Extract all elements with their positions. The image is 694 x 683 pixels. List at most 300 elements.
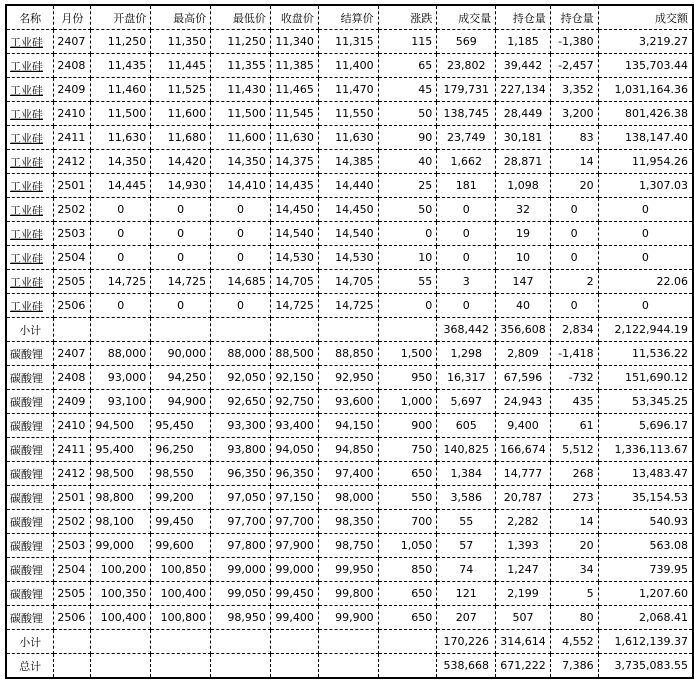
cell-turnover: 11,954.26: [598, 150, 693, 174]
cell-low: 98,950: [211, 606, 271, 630]
cell-settle: [318, 318, 378, 342]
cell-settle: 97,400: [318, 462, 378, 486]
cell-open: 98,500: [91, 462, 151, 486]
cell-volume: 1,384: [437, 462, 496, 486]
table-row: [6, 294, 693, 318]
cell-oi-change: -732: [550, 366, 598, 390]
cell-month: [54, 654, 91, 679]
header-name: 名称: [6, 5, 54, 30]
cell-month: 2412: [54, 462, 91, 486]
cell-change: 1,000: [378, 390, 437, 414]
cell-oi-change: 83: [550, 126, 598, 150]
cell-open: 14,445: [91, 174, 151, 198]
cell-change: 0: [378, 294, 437, 318]
cell-month: 2409: [54, 390, 91, 414]
cell-oi-change: 0: [550, 198, 598, 222]
cell-low: [211, 630, 271, 654]
cell-oi-change: 20: [550, 174, 598, 198]
cell-high: 0: [151, 294, 211, 318]
header-open: 开盘价: [91, 5, 151, 30]
product-link[interactable]: 碳酸锂: [10, 395, 43, 409]
cell-open-interest: 1,185: [496, 30, 551, 54]
cell-close: 99,450: [270, 582, 318, 606]
cell-open-interest: 507: [496, 606, 551, 630]
subtotal-row: [6, 318, 693, 342]
cell-volume: 23,802: [437, 54, 496, 78]
cell-low: 99,050: [211, 582, 271, 606]
cell-low: 96,350: [211, 462, 271, 486]
cell-name: [6, 414, 54, 438]
cell-close: 99,400: [270, 606, 318, 630]
cell-volume: 23,749: [437, 126, 496, 150]
cell-turnover: 22.06: [598, 270, 693, 294]
cell-low: 11,600: [211, 126, 271, 150]
cell-turnover: 53,345.25: [598, 390, 693, 414]
cell-turnover: 13,483.47: [598, 462, 693, 486]
cell-low: 97,050: [211, 486, 271, 510]
header-oi-change: 持仓量: [550, 5, 598, 30]
product-link[interactable]: 碳酸锂: [10, 539, 43, 553]
cell-close: 14,705: [270, 270, 318, 294]
cell-settle: 94,850: [318, 438, 378, 462]
table-row: [6, 486, 693, 510]
cell-low: 0: [211, 198, 271, 222]
cell-settle: 11,400: [318, 54, 378, 78]
cell-open: 100,350: [91, 582, 151, 606]
cell-change: 900: [378, 414, 437, 438]
cell-open: 88,000: [91, 342, 151, 366]
cell-open: 95,400: [91, 438, 151, 462]
cell-close: 99,000: [270, 558, 318, 582]
product-link[interactable]: 工业硅: [10, 131, 43, 145]
table-row: [6, 174, 693, 198]
cell-volume: 170,226: [437, 630, 496, 654]
table-row: [6, 366, 693, 390]
cell-name: [6, 342, 54, 366]
cell-month: 2504: [54, 246, 91, 270]
product-link[interactable]: 工业硅: [10, 179, 43, 193]
cell-settle: 14,530: [318, 246, 378, 270]
table-row: [6, 558, 693, 582]
product-link[interactable]: 工业硅: [10, 35, 43, 49]
cell-open-interest: 227,134: [496, 78, 551, 102]
cell-close: 94,050: [270, 438, 318, 462]
cell-open-interest: 166,674: [496, 438, 551, 462]
cell-change: 90: [378, 126, 437, 150]
cell-low: 92,050: [211, 366, 271, 390]
cell-oi-change: 5,512: [550, 438, 598, 462]
cell-oi-change: 5: [550, 582, 598, 606]
cell-open: 99,000: [91, 534, 151, 558]
cell-open-interest: 28,871: [496, 150, 551, 174]
cell-high: 0: [151, 198, 211, 222]
cell-settle: 14,725: [318, 294, 378, 318]
table-row: [6, 246, 693, 270]
cell-oi-change: 0: [550, 222, 598, 246]
cell-volume: 605: [437, 414, 496, 438]
cell-oi-change: 3,200: [550, 102, 598, 126]
cell-open-interest: 67,596: [496, 366, 551, 390]
cell-oi-change: -1,418: [550, 342, 598, 366]
subtotal-row: [6, 630, 693, 654]
cell-settle: 94,150: [318, 414, 378, 438]
table-row: [6, 342, 693, 366]
cell-low: 11,430: [211, 78, 271, 102]
cell-name: [6, 270, 54, 294]
cell-open: 14,350: [91, 150, 151, 174]
cell-change: 650: [378, 606, 437, 630]
cell-close: 97,700: [270, 510, 318, 534]
cell-open: 100,200: [91, 558, 151, 582]
product-link[interactable]: 工业硅: [10, 155, 43, 169]
cell-low: 93,800: [211, 438, 271, 462]
cell-open-interest: 19: [496, 222, 551, 246]
cell-name: [6, 582, 54, 606]
cell-change: 700: [378, 510, 437, 534]
product-link[interactable]: 工业硅: [10, 251, 43, 265]
cell-name: [6, 630, 54, 654]
row-label: 小计: [19, 635, 42, 649]
cell-name: [6, 390, 54, 414]
cell-low: 0: [211, 246, 271, 270]
product-link[interactable]: 工业硅: [10, 59, 43, 73]
product-link[interactable]: 工业硅: [10, 107, 43, 121]
table-row: [6, 126, 693, 150]
cell-close: 14,540: [270, 222, 318, 246]
cell-name: [6, 54, 54, 78]
cell-oi-change: 80: [550, 606, 598, 630]
product-link[interactable]: 碳酸锂: [10, 611, 43, 625]
cell-close: 14,450: [270, 198, 318, 222]
cell-low: [211, 654, 271, 679]
product-link[interactable]: 工业硅: [10, 275, 43, 289]
cell-name: [6, 294, 54, 318]
cell-name: [6, 558, 54, 582]
cell-oi-change: 435: [550, 390, 598, 414]
cell-change: 1,050: [378, 534, 437, 558]
header-turnover: 成交额: [598, 5, 693, 30]
cell-open-interest: 28,449: [496, 102, 551, 126]
cell-open: [91, 318, 151, 342]
product-link[interactable]: 碳酸锂: [10, 491, 43, 505]
header-low: 最低价: [211, 5, 271, 30]
cell-close: 14,725: [270, 294, 318, 318]
cell-turnover: 1,307.03: [598, 174, 693, 198]
product-link[interactable]: 碳酸锂: [10, 443, 43, 457]
cell-low: 99,000: [211, 558, 271, 582]
cell-open: 0: [91, 246, 151, 270]
product-link[interactable]: 工业硅: [10, 203, 43, 217]
cell-open: 0: [91, 198, 151, 222]
cell-settle: 98,350: [318, 510, 378, 534]
cell-change: [378, 654, 437, 679]
cell-turnover: 0: [598, 246, 693, 270]
cell-turnover: 138,147.40: [598, 126, 693, 150]
cell-open-interest: 2,809: [496, 342, 551, 366]
cell-month: 2502: [54, 198, 91, 222]
cell-high: 90,000: [151, 342, 211, 366]
cell-open-interest: 2,282: [496, 510, 551, 534]
cell-open: 11,460: [91, 78, 151, 102]
table-row: [6, 390, 693, 414]
table-row: [6, 462, 693, 486]
cell-name: [6, 606, 54, 630]
cell-settle: 92,950: [318, 366, 378, 390]
cell-settle: 14,540: [318, 222, 378, 246]
cell-turnover: 2,068.41: [598, 606, 693, 630]
cell-turnover: 35,154.53: [598, 486, 693, 510]
cell-name: [6, 462, 54, 486]
cell-turnover: 2,122,944.19: [598, 318, 693, 342]
cell-high: [151, 318, 211, 342]
cell-oi-change: 61: [550, 414, 598, 438]
cell-month: 2410: [54, 102, 91, 126]
cell-low: 92,650: [211, 390, 271, 414]
cell-change: 650: [378, 462, 437, 486]
cell-month: 2408: [54, 54, 91, 78]
header-high: 最高价: [151, 5, 211, 30]
table-row: [6, 78, 693, 102]
cell-turnover: 135,703.44: [598, 54, 693, 78]
cell-oi-change: 7,386: [550, 654, 598, 679]
cell-close: [270, 630, 318, 654]
cell-oi-change: 3,352: [550, 78, 598, 102]
cell-change: 850: [378, 558, 437, 582]
cell-high: 100,850: [151, 558, 211, 582]
cell-volume: 181: [437, 174, 496, 198]
cell-open-interest: 356,608: [496, 318, 551, 342]
cell-close: 11,340: [270, 30, 318, 54]
product-link[interactable]: 工业硅: [10, 227, 43, 241]
cell-volume: 0: [437, 222, 496, 246]
product-link[interactable]: 工业硅: [10, 83, 43, 97]
cell-change: [378, 318, 437, 342]
cell-volume: 57: [437, 534, 496, 558]
cell-high: 99,200: [151, 486, 211, 510]
cell-high: [151, 654, 211, 679]
cell-low: 11,500: [211, 102, 271, 126]
table-row: [6, 54, 693, 78]
cell-month: 2408: [54, 366, 91, 390]
cell-oi-change: -1,380: [550, 30, 598, 54]
cell-open-interest: 2,199: [496, 582, 551, 606]
cell-change: 10: [378, 246, 437, 270]
cell-open-interest: 39,442: [496, 54, 551, 78]
cell-oi-change: 2: [550, 270, 598, 294]
cell-month: 2501: [54, 174, 91, 198]
cell-high: 94,900: [151, 390, 211, 414]
header-settle: 结算价: [318, 5, 378, 30]
table-row: [6, 414, 693, 438]
table-row: [6, 606, 693, 630]
cell-turnover: 151,690.12: [598, 366, 693, 390]
product-link[interactable]: 碳酸锂: [10, 563, 43, 577]
cell-change: 0: [378, 222, 437, 246]
cell-month: 2505: [54, 270, 91, 294]
cell-oi-change: 4,552: [550, 630, 598, 654]
cell-turnover: 739.95: [598, 558, 693, 582]
cell-turnover: 1,207.60: [598, 582, 693, 606]
cell-high: 14,420: [151, 150, 211, 174]
cell-open-interest: 9,400: [496, 414, 551, 438]
cell-settle: [318, 630, 378, 654]
cell-month: 2501: [54, 486, 91, 510]
cell-volume: 74: [437, 558, 496, 582]
product-link[interactable]: 碳酸锂: [10, 371, 43, 385]
cell-change: 550: [378, 486, 437, 510]
cell-open: 11,500: [91, 102, 151, 126]
cell-high: 96,250: [151, 438, 211, 462]
cell-month: 2505: [54, 582, 91, 606]
cell-open-interest: 10: [496, 246, 551, 270]
cell-high: 11,680: [151, 126, 211, 150]
cell-turnover: 0: [598, 198, 693, 222]
cell-high: 98,550: [151, 462, 211, 486]
table-row: [6, 582, 693, 606]
cell-month: 2412: [54, 150, 91, 174]
cell-volume: 55: [437, 510, 496, 534]
cell-open-interest: 1,247: [496, 558, 551, 582]
cell-open: 93,000: [91, 366, 151, 390]
cell-close: 97,900: [270, 534, 318, 558]
cell-change: 25: [378, 174, 437, 198]
cell-month: 2503: [54, 222, 91, 246]
cell-name: [6, 486, 54, 510]
cell-high: 14,930: [151, 174, 211, 198]
cell-turnover: 0: [598, 222, 693, 246]
table-row: [6, 270, 693, 294]
cell-close: 92,150: [270, 366, 318, 390]
total-row: [6, 654, 693, 679]
cell-month: 2502: [54, 510, 91, 534]
cell-high: [151, 630, 211, 654]
cell-close: 14,375: [270, 150, 318, 174]
cell-turnover: 3,219.27: [598, 30, 693, 54]
header-volume: 成交量: [437, 5, 496, 30]
cell-high: 100,400: [151, 582, 211, 606]
cell-volume: 121: [437, 582, 496, 606]
cell-name: [6, 534, 54, 558]
cell-close: 93,400: [270, 414, 318, 438]
cell-settle: 99,950: [318, 558, 378, 582]
cell-name: [6, 78, 54, 102]
cell-open-interest: 40: [496, 294, 551, 318]
cell-name: [6, 246, 54, 270]
cell-oi-change: 2,834: [550, 318, 598, 342]
table-row: [6, 510, 693, 534]
cell-open: 11,250: [91, 30, 151, 54]
cell-settle: 93,600: [318, 390, 378, 414]
cell-turnover: 3,735,083.55: [598, 654, 693, 679]
cell-open-interest: 147: [496, 270, 551, 294]
cell-close: 88,500: [270, 342, 318, 366]
cell-high: 0: [151, 246, 211, 270]
cell-high: 0: [151, 222, 211, 246]
cell-open: [91, 654, 151, 679]
futures-quote-table: [5, 4, 694, 679]
cell-settle: 11,630: [318, 126, 378, 150]
cell-change: 40: [378, 150, 437, 174]
cell-open: 98,800: [91, 486, 151, 510]
cell-oi-change: 34: [550, 558, 598, 582]
header-month: 月份: [54, 5, 91, 30]
cell-high: 11,600: [151, 102, 211, 126]
cell-settle: 98,750: [318, 534, 378, 558]
cell-low: 97,800: [211, 534, 271, 558]
cell-volume: 207: [437, 606, 496, 630]
cell-open: 14,725: [91, 270, 151, 294]
cell-close: 11,630: [270, 126, 318, 150]
cell-close: 96,350: [270, 462, 318, 486]
cell-oi-change: 268: [550, 462, 598, 486]
cell-month: 2504: [54, 558, 91, 582]
table-row: [6, 150, 693, 174]
cell-open: 11,630: [91, 126, 151, 150]
product-link[interactable]: 碳酸锂: [10, 419, 43, 433]
product-link[interactable]: 碳酸锂: [10, 587, 43, 601]
product-link[interactable]: 碳酸锂: [10, 347, 43, 361]
header-close: 收盘价: [270, 5, 318, 30]
cell-settle: 11,470: [318, 78, 378, 102]
cell-name: [6, 102, 54, 126]
cell-turnover: 563.08: [598, 534, 693, 558]
cell-month: 2411: [54, 126, 91, 150]
header-row: [6, 5, 693, 30]
cell-open-interest: 671,222: [496, 654, 551, 679]
cell-open-interest: 1,098: [496, 174, 551, 198]
table-row: [6, 222, 693, 246]
cell-oi-change: 14: [550, 510, 598, 534]
cell-open-interest: 1,393: [496, 534, 551, 558]
cell-settle: 99,900: [318, 606, 378, 630]
cell-name: [6, 366, 54, 390]
cell-settle: 99,800: [318, 582, 378, 606]
cell-open-interest: 14,777: [496, 462, 551, 486]
cell-name: [6, 30, 54, 54]
cell-open: 11,435: [91, 54, 151, 78]
cell-low: 14,350: [211, 150, 271, 174]
cell-volume: 3,586: [437, 486, 496, 510]
cell-month: 2407: [54, 342, 91, 366]
product-link[interactable]: 碳酸锂: [10, 515, 43, 529]
cell-volume: 140,825: [437, 438, 496, 462]
cell-high: 99,600: [151, 534, 211, 558]
cell-low: 14,410: [211, 174, 271, 198]
cell-close: 11,545: [270, 102, 318, 126]
cell-volume: 1,662: [437, 150, 496, 174]
table-row: [6, 438, 693, 462]
cell-settle: 11,315: [318, 30, 378, 54]
cell-open-interest: 20,787: [496, 486, 551, 510]
cell-change: [378, 630, 437, 654]
cell-high: 95,450: [151, 414, 211, 438]
cell-high: 11,525: [151, 78, 211, 102]
cell-close: 14,530: [270, 246, 318, 270]
cell-turnover: 801,426.38: [598, 102, 693, 126]
cell-change: 650: [378, 582, 437, 606]
cell-open: 0: [91, 294, 151, 318]
table-row: [6, 534, 693, 558]
cell-high: 14,725: [151, 270, 211, 294]
cell-settle: 98,000: [318, 486, 378, 510]
cell-low: 93,300: [211, 414, 271, 438]
cell-settle: 14,705: [318, 270, 378, 294]
cell-name: [6, 198, 54, 222]
product-link[interactable]: 碳酸锂: [10, 467, 43, 481]
product-link[interactable]: 工业硅: [10, 299, 43, 313]
cell-month: 2506: [54, 294, 91, 318]
cell-high: 11,445: [151, 54, 211, 78]
